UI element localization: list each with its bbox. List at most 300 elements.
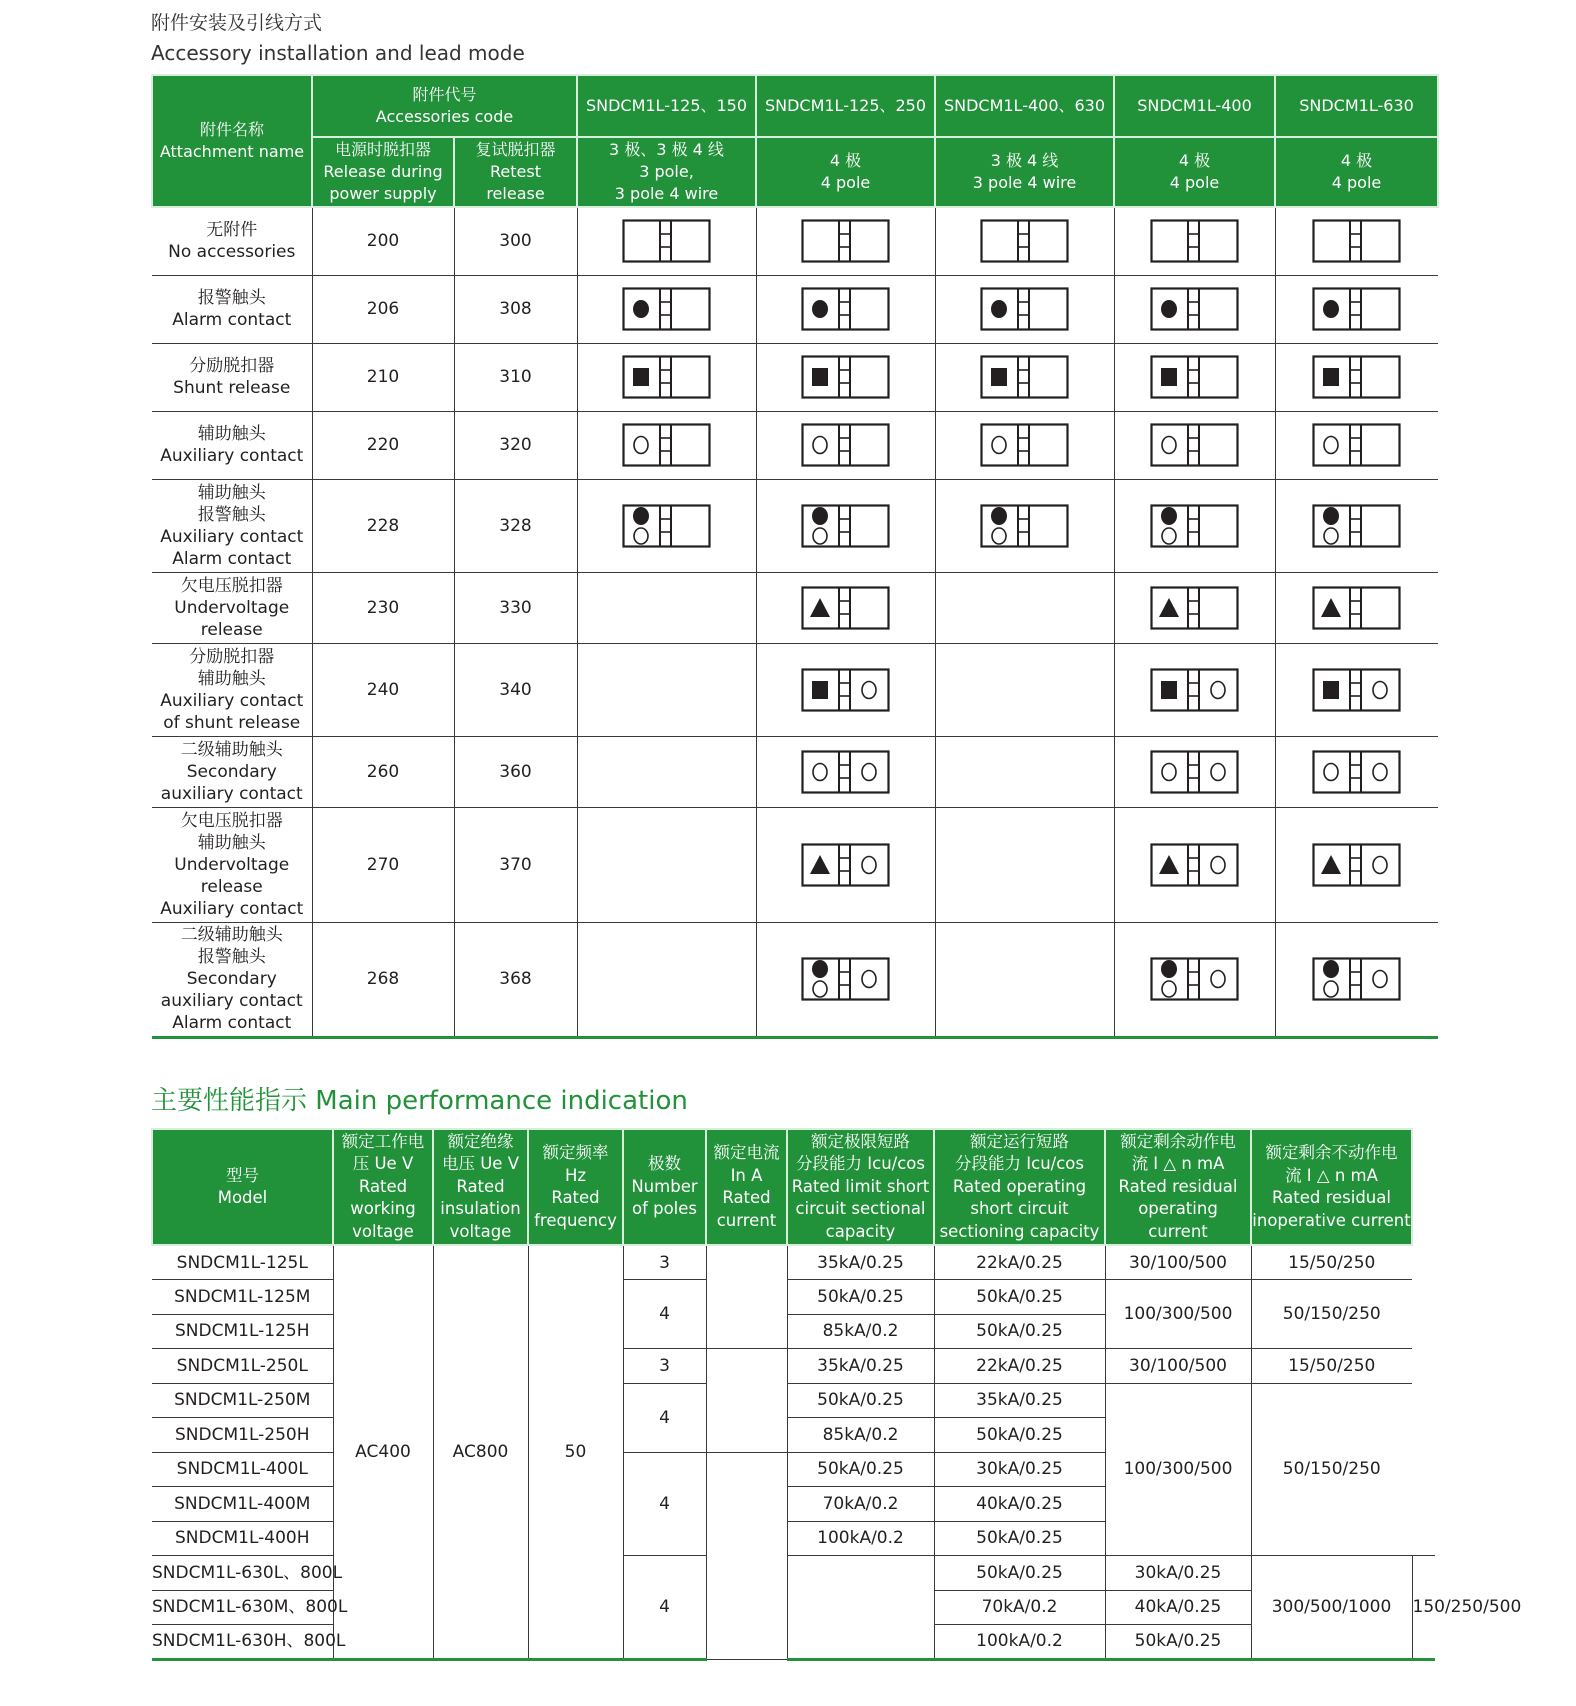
ics-cell: 50kA/0.25 — [1105, 1625, 1251, 1660]
attachment-name-cell — [152, 922, 312, 1037]
release-power-code-cell: 210 — [312, 343, 454, 411]
accessory-row — [152, 922, 1438, 1037]
header-line: 额定运行短路 — [970, 1131, 1069, 1151]
attachment-name-cell — [152, 207, 312, 275]
header-line: current — [1148, 1221, 1208, 1241]
wiring-symbol-icon — [1312, 504, 1402, 548]
wiring-symbol-cell — [1114, 922, 1275, 1037]
residual-inoperative-cell: 15/50/250 — [1251, 1245, 1412, 1280]
accessory-table — [151, 74, 1439, 1039]
header-release-power-supply: 电源时脱扣器 Release during power supply — [312, 137, 454, 207]
accessory-row — [152, 275, 1438, 343]
attachment-name-line: auxiliary contact — [160, 991, 303, 1011]
wiring-symbol-cell — [577, 922, 756, 1037]
header-line: Rated — [551, 1188, 600, 1207]
wiring-symbol-cell — [756, 275, 935, 343]
attachment-name-line: 分励脱扣器 — [189, 356, 275, 376]
performance-header-cell — [623, 1129, 706, 1245]
attachment-name-line: 报警触头 — [197, 288, 266, 308]
ics-cell: 40kA/0.25 — [1105, 1590, 1251, 1625]
header-line: 分段能力 Icu/cos — [955, 1154, 1084, 1174]
wiring-symbol-cell — [577, 343, 756, 411]
accessory-row — [152, 411, 1438, 479]
header-line: 型号 — [226, 1165, 259, 1185]
shunt-release-square-icon — [1161, 368, 1177, 386]
ics-cell: 50kA/0.25 — [934, 1314, 1105, 1349]
icu-cell: 85kA/0.2 — [787, 1314, 934, 1349]
wiring-symbol-cell — [1275, 572, 1438, 643]
residual-operating-cell: 30/100/500 — [1105, 1245, 1251, 1280]
header-line: Rated operating — [952, 1176, 1087, 1196]
shunt-release-square-icon — [812, 368, 828, 386]
wiring-symbol-icon — [1312, 668, 1402, 712]
ics-cell: 40kA/0.25 — [934, 1487, 1105, 1522]
wiring-symbol-cell — [1114, 807, 1275, 922]
wiring-symbol-cell — [756, 343, 935, 411]
attachment-name-line: Undervoltage — [174, 854, 290, 875]
header-line: capacity — [825, 1221, 896, 1241]
alarm-contact-dot-icon — [991, 507, 1007, 525]
header-line: short circuit — [970, 1199, 1069, 1219]
icu-cell: 35kA/0.25 — [787, 1245, 934, 1280]
wiring-symbol-cell — [935, 807, 1114, 922]
residual-operating-cell: 300/500/1000 — [1251, 1556, 1412, 1660]
wiring-symbol-cell — [1275, 736, 1438, 807]
retest-release-code-cell: 328 — [454, 479, 577, 572]
icu-cell: 50kA/0.25 — [934, 1556, 1105, 1591]
ics-cell: 50kA/0.25 — [934, 1280, 1105, 1315]
icu-cell: 50kA/0.25 — [787, 1280, 934, 1315]
wiring-symbol-cell — [577, 275, 756, 343]
wiring-symbol-cell — [756, 643, 935, 736]
wiring-symbol-icon — [1150, 843, 1240, 887]
header-model-4: SNDCM1L-400 — [1114, 75, 1275, 137]
header-line: 额定绝缘 — [447, 1131, 514, 1151]
residual-inoperative-cell: 150/250/500 — [1412, 1556, 1435, 1660]
accessory-row — [152, 572, 1438, 643]
accessory-row — [152, 807, 1438, 922]
alarm-contact-dot-icon — [991, 300, 1007, 318]
wiring-symbol-cell — [935, 643, 1114, 736]
header-line: 额定剩余不动作电 — [1265, 1143, 1398, 1162]
icu-cell: 100kA/0.2 — [934, 1625, 1105, 1660]
icu-cell: 100kA/0.2 — [787, 1521, 934, 1556]
header-line: Rated limit short — [791, 1176, 930, 1196]
header-line: 分段能力 Icu/cos — [796, 1154, 925, 1174]
header-line: 额定极限短路 — [811, 1131, 910, 1151]
rated-working-voltage-cell: AC400 — [333, 1245, 433, 1659]
wiring-symbol-cell — [756, 572, 935, 643]
rated-frequency-cell: 50 — [528, 1245, 623, 1659]
attachment-name-line: 辅助触头 — [197, 668, 266, 689]
wiring-symbol-cell — [756, 207, 935, 275]
poles-cell: 4 — [623, 1383, 706, 1452]
wiring-symbol-icon — [1150, 957, 1240, 1001]
wiring-symbol-cell — [756, 411, 935, 479]
performance-header-cell — [152, 1129, 333, 1245]
wiring-symbol-icon — [622, 423, 712, 467]
header-poles-2: 4 极 4 pole — [756, 137, 935, 207]
rated-current-cell — [706, 1349, 787, 1453]
wiring-symbol-icon — [1312, 355, 1402, 399]
wiring-symbol-cell — [1275, 275, 1438, 343]
attachment-name-line: Shunt release — [173, 378, 291, 398]
wiring-symbol-cell — [577, 643, 756, 736]
attachment-name-line: Undervoltage — [174, 597, 290, 618]
header-line: Model — [217, 1188, 268, 1207]
wiring-symbol-icon — [801, 957, 891, 1001]
shunt-release-square-icon — [1323, 368, 1339, 386]
header-attachment-name: 附件名称 Attachment name — [152, 75, 312, 207]
rated-current-cell — [787, 1556, 934, 1660]
wiring-symbol-cell — [935, 479, 1114, 572]
wiring-symbol-cell — [1114, 479, 1275, 572]
wiring-symbol-icon — [980, 423, 1070, 467]
wiring-symbol-icon — [801, 219, 891, 263]
attachment-name-line: Secondary — [186, 969, 277, 989]
wiring-symbol-cell — [935, 572, 1114, 643]
wiring-symbol-icon — [801, 586, 891, 630]
poles-cell: 4 — [623, 1280, 706, 1349]
wiring-symbol-cell — [1114, 572, 1275, 643]
wiring-symbol-icon — [622, 287, 712, 331]
attachment-name-line: 分励脱扣器 — [189, 646, 275, 667]
model-cell: SNDCM1L-125L — [152, 1245, 333, 1280]
ics-cell: 22kA/0.25 — [934, 1245, 1105, 1280]
alarm-contact-dot-icon — [812, 300, 828, 318]
wiring-symbol-cell — [1114, 207, 1275, 275]
alarm-contact-dot-icon — [1161, 300, 1177, 318]
header-line: Rated residual — [1272, 1188, 1391, 1207]
ics-cell: 30kA/0.25 — [934, 1452, 1105, 1487]
wiring-symbol-cell — [1114, 343, 1275, 411]
release-power-code-cell: 260 — [312, 736, 454, 807]
performance-header-cell — [1251, 1129, 1412, 1245]
wiring-symbol-icon — [801, 287, 891, 331]
icu-cell: 70kA/0.2 — [787, 1487, 934, 1522]
performance-table — [151, 1128, 1522, 1661]
wiring-symbol-cell — [756, 479, 935, 572]
model-cell: SNDCM1L-630L、800L — [152, 1556, 333, 1591]
performance-header-cell — [934, 1129, 1105, 1245]
attachment-name-cell — [152, 643, 312, 736]
poles-cell: 3 — [623, 1349, 706, 1384]
attachment-name-line: 辅助触头 — [197, 832, 266, 853]
shunt-release-square-icon — [1323, 681, 1339, 699]
wiring-symbol-icon — [1312, 287, 1402, 331]
residual-operating-cell: 100/300/500 — [1105, 1383, 1251, 1556]
attachment-name-line: Auxiliary contact — [160, 526, 304, 547]
wiring-symbol-cell — [1275, 411, 1438, 479]
attachment-name-line: 欠电压脱扣器 — [180, 810, 283, 831]
ics-cell: 50kA/0.25 — [934, 1521, 1105, 1556]
model-cell: SNDCM1L-400M — [152, 1487, 333, 1522]
section-title-cn: 附件安装及引线方式 — [151, 12, 323, 34]
attachment-name-line: 辅助触头 — [197, 424, 266, 444]
header-line: working — [350, 1199, 416, 1219]
shunt-release-square-icon — [812, 681, 828, 699]
header-line: inoperative current — [1252, 1210, 1411, 1230]
wiring-symbol-cell — [1114, 275, 1275, 343]
alarm-contact-dot-icon — [633, 300, 649, 318]
shunt-release-square-icon — [991, 368, 1007, 386]
wiring-symbol-cell — [577, 411, 756, 479]
wiring-symbol-cell — [1275, 922, 1438, 1037]
retest-release-code-cell: 310 — [454, 343, 577, 411]
performance-header-cell — [1105, 1129, 1251, 1245]
wiring-symbol-icon — [1312, 586, 1402, 630]
release-power-code-cell: 228 — [312, 479, 454, 572]
accessory-row — [152, 207, 1438, 275]
accessory-table-body — [152, 207, 1438, 1037]
poles-cell: 4 — [623, 1452, 706, 1556]
wiring-symbol-icon — [622, 355, 712, 399]
alarm-contact-dot-icon — [1323, 300, 1339, 318]
ics-cell: 30kA/0.25 — [1105, 1556, 1251, 1591]
icu-cell: 50kA/0.25 — [787, 1452, 934, 1487]
model-cell: SNDCM1L-400L — [152, 1452, 333, 1487]
model-cell: SNDCM1L-250M — [152, 1383, 333, 1418]
poles-cell: 4 — [623, 1556, 706, 1660]
header-line: 极数 — [648, 1154, 681, 1174]
header-line: current — [716, 1210, 777, 1230]
attachment-name-line: Alarm contact — [172, 1013, 292, 1033]
wiring-symbol-cell — [756, 736, 935, 807]
performance-header-cell — [333, 1129, 433, 1245]
performance-row — [152, 1245, 1435, 1280]
header-line: circuit sectional — [795, 1199, 926, 1219]
header-model-5: SNDCM1L-630 — [1275, 75, 1438, 137]
alarm-contact-dot-icon — [812, 960, 828, 978]
attachment-name-line: release — [200, 876, 263, 897]
attachment-name-line: 辅助触头 — [197, 482, 266, 503]
icu-cell: 35kA/0.25 — [787, 1349, 934, 1384]
residual-inoperative-cell: 15/50/250 — [1251, 1349, 1412, 1384]
performance-header-row — [152, 1129, 1435, 1245]
section-title-performance: 主要性能指示 Main performance indication — [151, 1086, 688, 1116]
header-line: 额定电流 — [713, 1143, 780, 1162]
ics-cell: 50kA/0.25 — [934, 1418, 1105, 1453]
retest-release-code-cell: 340 — [454, 643, 577, 736]
attachment-name-line: 报警触头 — [197, 947, 266, 967]
header-line: Hz — [564, 1165, 587, 1185]
model-cell: SNDCM1L-125M — [152, 1280, 333, 1315]
wiring-symbol-icon — [801, 355, 891, 399]
header-line: voltage — [352, 1221, 414, 1241]
model-cell: SNDCM1L-400H — [152, 1521, 333, 1556]
attachment-name-line: Auxiliary contact — [160, 898, 304, 919]
wiring-symbol-cell — [1275, 807, 1438, 922]
model-cell: SNDCM1L-125H — [152, 1314, 333, 1349]
wiring-symbol-icon — [1312, 843, 1402, 887]
release-power-code-cell: 230 — [312, 572, 454, 643]
wiring-symbol-icon — [801, 750, 891, 794]
section-title-en: Accessory installation and lead mode — [151, 41, 525, 65]
wiring-symbol-icon — [1312, 423, 1402, 467]
attachment-name-line: 报警触头 — [197, 504, 266, 525]
alarm-contact-dot-icon — [1323, 507, 1339, 525]
wiring-symbol-cell — [577, 479, 756, 572]
header-line: Rated — [358, 1176, 408, 1196]
wiring-symbol-cell — [1114, 643, 1275, 736]
wiring-symbol-cell — [1275, 479, 1438, 572]
retest-release-code-cell: 360 — [454, 736, 577, 807]
header-line: 压 Ue V — [352, 1154, 414, 1174]
wiring-symbol-cell — [935, 411, 1114, 479]
wiring-symbol-icon — [801, 423, 891, 467]
attachment-name-cell — [152, 275, 312, 343]
alarm-contact-dot-icon — [812, 507, 828, 525]
header-line: Rated — [722, 1188, 771, 1207]
performance-header-cell — [528, 1129, 623, 1245]
header-line: voltage — [449, 1221, 512, 1241]
model-cell: SNDCM1L-250L — [152, 1349, 333, 1384]
header-line: 额定频率 — [542, 1143, 609, 1162]
header-poles-5: 4 极 4 pole — [1275, 137, 1438, 207]
retest-release-code-cell: 320 — [454, 411, 577, 479]
attachment-name-cell — [152, 343, 312, 411]
accessory-row — [152, 343, 1438, 411]
wiring-symbol-cell — [1114, 736, 1275, 807]
wiring-symbol-cell — [577, 807, 756, 922]
wiring-symbol-icon — [801, 668, 891, 712]
header-line: Rated residual — [1118, 1176, 1238, 1196]
attachment-name-line: Alarm contact — [172, 310, 292, 330]
wiring-symbol-icon — [1150, 750, 1240, 794]
rated-insulation-voltage-cell: AC800 — [433, 1245, 528, 1659]
wiring-symbol-cell — [935, 207, 1114, 275]
wiring-symbol-icon — [1312, 957, 1402, 1001]
rated-current-cell — [706, 1452, 787, 1659]
release-power-code-cell: 270 — [312, 807, 454, 922]
residual-operating-cell: 100/300/500 — [1105, 1280, 1251, 1349]
wiring-symbol-icon — [1150, 504, 1240, 548]
icu-cell: 70kA/0.2 — [934, 1590, 1105, 1625]
wiring-symbol-icon — [622, 504, 712, 548]
attachment-name-line: auxiliary contact — [160, 783, 303, 804]
rated-current-cell — [706, 1245, 787, 1349]
residual-inoperative-cell: 50/150/250 — [1251, 1280, 1412, 1349]
header-line: frequency — [534, 1210, 617, 1230]
attachment-name-cell — [152, 479, 312, 572]
model-cell: SNDCM1L-250H — [152, 1418, 333, 1453]
header-retest-release: 复试脱扣器 Retest release — [454, 137, 577, 207]
attachment-name-line: release — [200, 619, 263, 640]
header-line: operating — [1138, 1199, 1218, 1219]
accessory-row — [152, 643, 1438, 736]
wiring-symbol-cell — [935, 343, 1114, 411]
attachment-name-cell — [152, 807, 312, 922]
accessory-row — [152, 736, 1438, 807]
alarm-contact-dot-icon — [1161, 507, 1177, 525]
header-line: Number — [631, 1176, 698, 1196]
release-power-code-cell: 206 — [312, 275, 454, 343]
section-title-accessory — [151, 8, 525, 68]
header-line: 额定工作电 — [341, 1131, 425, 1151]
attachment-name-line: Secondary — [186, 761, 277, 782]
wiring-symbol-icon — [1150, 355, 1240, 399]
alarm-contact-dot-icon — [1161, 960, 1177, 978]
shunt-release-square-icon — [1161, 681, 1177, 699]
wiring-symbol-cell — [1275, 343, 1438, 411]
release-power-code-cell: 220 — [312, 411, 454, 479]
attachment-name-cell — [152, 572, 312, 643]
performance-header-cell — [433, 1129, 528, 1245]
shunt-release-square-icon — [633, 368, 649, 386]
attachment-name-line: of shunt release — [163, 712, 301, 733]
wiring-symbol-cell — [1275, 643, 1438, 736]
residual-operating-cell: 30/100/500 — [1105, 1349, 1251, 1384]
wiring-symbol-icon — [1150, 219, 1240, 263]
wiring-symbol-icon — [622, 219, 712, 263]
attachment-name-line: 欠电压脱扣器 — [180, 575, 283, 596]
wiring-symbol-cell — [577, 207, 756, 275]
header-line: 额定剩余动作电 — [1120, 1131, 1236, 1151]
model-cell: SNDCM1L-630H、800L — [152, 1625, 333, 1660]
header-poles-1: 3 极、3 极 4 线 3 pole, 3 pole 4 wire — [577, 137, 756, 207]
wiring-symbol-cell — [756, 922, 935, 1037]
residual-inoperative-cell: 50/150/250 — [1251, 1383, 1412, 1556]
header-line: of poles — [631, 1199, 698, 1219]
wiring-symbol-cell — [577, 736, 756, 807]
attachment-name-cell — [152, 411, 312, 479]
wiring-symbol-icon — [980, 219, 1070, 263]
attachment-name-line: No accessories — [168, 242, 296, 263]
ics-cell: 35kA/0.25 — [934, 1383, 1105, 1418]
header-line: 流 I △ n mA — [1285, 1165, 1378, 1185]
header-model-1: SNDCM1L-125、150 — [577, 75, 756, 137]
header-poles-3: 3 极 4 线 3 pole 4 wire — [935, 137, 1114, 207]
release-power-code-cell: 200 — [312, 207, 454, 275]
attachment-name-line: 二级辅助触头 — [180, 925, 283, 945]
wiring-symbol-icon — [980, 287, 1070, 331]
alarm-contact-dot-icon — [633, 507, 649, 525]
wiring-symbol-icon — [1150, 423, 1240, 467]
wiring-symbol-icon — [980, 504, 1070, 548]
wiring-symbol-icon — [1150, 586, 1240, 630]
accessory-row — [152, 479, 1438, 572]
header-line: sectioning capacity — [939, 1221, 1100, 1241]
performance-header-cell — [706, 1129, 787, 1245]
poles-cell: 3 — [623, 1245, 706, 1280]
performance-table-body — [152, 1245, 1522, 1659]
header-line: In A — [730, 1165, 763, 1185]
wiring-symbol-icon — [1150, 668, 1240, 712]
retest-release-code-cell: 330 — [454, 572, 577, 643]
header-line: 流 I △ n mA — [1131, 1154, 1225, 1174]
attachment-name-line: 二级辅助触头 — [180, 739, 283, 760]
header-line: Rated — [456, 1176, 505, 1196]
wiring-symbol-icon — [1150, 287, 1240, 331]
attachment-name-line: Alarm contact — [172, 548, 292, 569]
wiring-symbol-icon — [1312, 750, 1402, 794]
attachment-name-line: 无附件 — [206, 220, 258, 241]
wiring-symbol-icon — [1312, 219, 1402, 263]
release-power-code-cell: 268 — [312, 922, 454, 1037]
attachment-name-line: Auxiliary contact — [160, 446, 304, 466]
header-line: 电压 Ue V — [441, 1154, 519, 1174]
alarm-contact-dot-icon — [1323, 960, 1339, 978]
header-poles-4: 4 极 4 pole — [1114, 137, 1275, 207]
retest-release-code-cell: 368 — [454, 922, 577, 1037]
wiring-symbol-icon — [801, 843, 891, 887]
model-cell: SNDCM1L-630M、800L — [152, 1590, 333, 1625]
ics-cell: 22kA/0.25 — [934, 1349, 1105, 1384]
wiring-symbol-cell — [1275, 207, 1438, 275]
icu-cell: 85kA/0.2 — [787, 1418, 934, 1453]
retest-release-code-cell: 308 — [454, 275, 577, 343]
wiring-symbol-cell — [756, 807, 935, 922]
